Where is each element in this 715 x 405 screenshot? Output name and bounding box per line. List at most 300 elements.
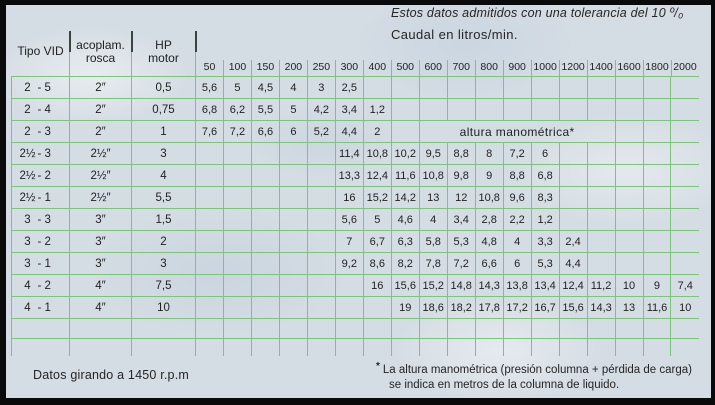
value-cell [307, 275, 335, 297]
tipo-stage: - 2 [37, 169, 51, 182]
hp-header-line1: HP [155, 38, 172, 52]
tipo-vid-cell [12, 231, 70, 253]
value-cell: 13,8 [503, 275, 531, 297]
value-cell: 11,6 [643, 297, 671, 319]
table-row [12, 297, 700, 319]
value-cell: 16 [335, 187, 363, 209]
hp-cell: 7,5 [132, 275, 196, 297]
empty-cell [251, 339, 279, 357]
value-cell: 6,8 [531, 165, 559, 187]
empty-cell [363, 319, 391, 339]
value-cell: 3 [307, 77, 335, 99]
value-cell [419, 99, 447, 121]
rosca-cell: 2½″ [70, 187, 132, 209]
grid-row-empty [12, 319, 700, 339]
value-cell [503, 99, 531, 121]
value-cell: 4,8 [475, 231, 503, 253]
rpm-note: Datos girando a 1450 r.p.m [33, 368, 189, 382]
empty-cell [363, 339, 391, 357]
value-cell [559, 209, 587, 231]
empty-cell [12, 339, 70, 357]
value-cell: 13,4 [531, 275, 559, 297]
value-cell [279, 187, 307, 209]
tipo-stage: - 3 [37, 213, 51, 226]
value-cell [671, 121, 699, 143]
value-cell: 12,4 [559, 275, 587, 297]
table-row [12, 143, 700, 165]
value-cell: 5,3 [531, 253, 559, 275]
value-cell: 18,2 [447, 297, 475, 319]
hp-cell: 3 [132, 253, 196, 275]
value-cell: 5,8 [419, 231, 447, 253]
value-cell: 8,8 [503, 165, 531, 187]
value-cell [587, 77, 615, 99]
value-cell: 2,8 [475, 209, 503, 231]
rosca-cell: 3″ [70, 231, 132, 253]
value-cell [615, 99, 643, 121]
value-cell: 11,2 [587, 275, 615, 297]
tipo-vid-cell [12, 187, 70, 209]
empty-cell [335, 339, 363, 357]
table-row [12, 231, 700, 253]
value-cell: 6,7 [363, 231, 391, 253]
value-cell [643, 77, 671, 99]
value-cell [587, 143, 615, 165]
tipo-size: 3 [24, 235, 31, 248]
table-row [12, 165, 700, 187]
value-cell: 10,8 [475, 187, 503, 209]
value-cell: 5,6 [196, 77, 224, 99]
value-cell: 4,5 [251, 77, 279, 99]
value-cell [615, 187, 643, 209]
value-cell [587, 187, 615, 209]
footnote-line2: se indica en metros de la columna de liquido. [389, 379, 620, 391]
value-cell [643, 253, 671, 275]
rosca-cell: 3″ [70, 253, 132, 275]
value-cell: 9,6 [503, 187, 531, 209]
value-cell: 15,2 [363, 187, 391, 209]
tipo-stage: - 1 [37, 191, 51, 204]
value-cell [307, 297, 335, 319]
value-cell [307, 143, 335, 165]
rosca-header-line1: acoplam. [76, 38, 125, 52]
value-cell [196, 253, 224, 275]
empty-cell [223, 339, 251, 357]
value-cell [251, 143, 279, 165]
value-cell [279, 209, 307, 231]
value-cell [643, 99, 671, 121]
value-cell [587, 253, 615, 275]
value-cell [196, 165, 224, 187]
rosca-cell: 4″ [70, 275, 132, 297]
value-cell [559, 165, 587, 187]
value-cell: 6 [279, 121, 307, 143]
value-cell [615, 231, 643, 253]
value-cell: 2,2 [503, 209, 531, 231]
value-cell [223, 209, 251, 231]
value-cell: 7,2 [503, 143, 531, 165]
value-cell: 10,8 [419, 165, 447, 187]
flow-column-header: 500 [391, 30, 419, 77]
value-cell: 4,4 [559, 253, 587, 275]
value-cell [223, 253, 251, 275]
empty-cell [559, 319, 587, 339]
flow-unit-label: Caudal en litros/min. [391, 27, 518, 42]
value-cell [196, 143, 224, 165]
flow-column-header: 800 [475, 30, 503, 77]
empty-cell [419, 339, 447, 357]
value-cell [251, 231, 279, 253]
value-cell [615, 165, 643, 187]
value-cell [279, 275, 307, 297]
value-cell: 3,4 [447, 209, 475, 231]
empty-cell [279, 339, 307, 357]
empty-cell [419, 319, 447, 339]
value-cell: 10 [671, 297, 699, 319]
value-cell [307, 253, 335, 275]
value-cell: 5,3 [447, 231, 475, 253]
value-cell: 13 [615, 297, 643, 319]
value-cell: 9,2 [335, 253, 363, 275]
tipo-stage: - 4 [37, 103, 51, 116]
tipo-size: 4 [24, 279, 31, 292]
tipo-stage: - 5 [37, 81, 51, 94]
value-cell [223, 297, 251, 319]
value-cell: 8,6 [363, 253, 391, 275]
hp-cell: 0,5 [132, 77, 196, 99]
value-cell: 7 [335, 231, 363, 253]
value-cell: 9,5 [419, 143, 447, 165]
tipo-size: 4 [24, 301, 31, 314]
flow-column-header: 400 [363, 30, 391, 77]
table-row [12, 187, 700, 209]
hp-cell: 10 [132, 297, 196, 319]
footnote-marker: * [376, 361, 380, 372]
value-cell: 11,4 [335, 143, 363, 165]
empty-cell [671, 319, 699, 339]
value-cell: 15,6 [391, 275, 419, 297]
flow-column-header: 1800 [643, 30, 671, 77]
value-cell [223, 231, 251, 253]
value-cell [643, 209, 671, 231]
empty-cell [307, 339, 335, 357]
empty-cell [643, 339, 671, 357]
tipo-size: 2 [24, 103, 31, 116]
table-row [12, 253, 700, 275]
hp-cell: 1,5 [132, 209, 196, 231]
value-cell [251, 165, 279, 187]
tipo-vid-cell [12, 77, 70, 99]
value-cell [223, 165, 251, 187]
value-cell [223, 143, 251, 165]
value-cell [615, 209, 643, 231]
value-cell: 13,3 [335, 165, 363, 187]
tipo-stage: - 3 [37, 125, 51, 138]
rosca-cell: 4″ [70, 297, 132, 319]
tipo-vid-cell [12, 209, 70, 231]
table-row [12, 99, 700, 121]
empty-cell [587, 339, 615, 357]
value-cell [307, 209, 335, 231]
empty-cell [671, 339, 699, 357]
value-cell [279, 165, 307, 187]
table-body [12, 77, 700, 357]
value-cell [671, 77, 699, 99]
empty-cell [475, 339, 503, 357]
value-cell [196, 187, 224, 209]
flow-column-header: 1400 [587, 30, 615, 77]
empty-cell [132, 319, 196, 339]
value-cell: 4 [503, 231, 531, 253]
value-cell [251, 297, 279, 319]
value-cell [223, 275, 251, 297]
value-cell [587, 231, 615, 253]
value-cell: 6,6 [251, 121, 279, 143]
hp-cell: 4 [132, 165, 196, 187]
empty-cell [196, 339, 224, 357]
hp-cell: 5,5 [132, 187, 196, 209]
value-cell: 18,6 [419, 297, 447, 319]
value-cell [615, 253, 643, 275]
value-cell: 7,4 [671, 275, 699, 297]
value-cell [671, 231, 699, 253]
hp-cell: 1 [132, 121, 196, 143]
value-cell [251, 253, 279, 275]
table-row [12, 121, 700, 143]
flow-column-header: 250 [307, 30, 335, 77]
empty-cell [335, 319, 363, 339]
value-cell [363, 297, 391, 319]
empty-cell [391, 319, 419, 339]
value-cell: 4,6 [391, 209, 419, 231]
value-cell [531, 99, 559, 121]
value-cell [503, 77, 531, 99]
empty-cell [251, 319, 279, 339]
value-cell: 1,2 [363, 99, 391, 121]
value-cell: 9,8 [447, 165, 475, 187]
value-cell: 6,2 [223, 99, 251, 121]
rosca-cell: 2½″ [70, 165, 132, 187]
value-cell [419, 77, 447, 99]
tipo-stage: - 2 [37, 279, 51, 292]
value-cell [559, 143, 587, 165]
tipo-size: 3 [24, 213, 31, 226]
value-cell: 4,4 [335, 121, 363, 143]
value-cell [251, 275, 279, 297]
value-cell [615, 121, 643, 143]
empty-cell [559, 339, 587, 357]
value-cell: 12 [447, 187, 475, 209]
tipo-vid-cell [12, 165, 70, 187]
value-cell: 10,2 [391, 143, 419, 165]
tipo-stage: - 3 [37, 147, 51, 160]
tipo-size: 2½ [19, 147, 36, 160]
table-row [12, 275, 700, 297]
value-cell [223, 187, 251, 209]
value-cell: 5,6 [335, 209, 363, 231]
value-cell: 4 [279, 77, 307, 99]
value-cell: 17,8 [475, 297, 503, 319]
header-row [12, 30, 700, 77]
empty-cell [587, 319, 615, 339]
value-cell [251, 187, 279, 209]
rosca-cell: 2″ [70, 99, 132, 121]
rosca-cell: 2″ [70, 77, 132, 99]
value-cell: 9 [475, 165, 503, 187]
value-cell [615, 143, 643, 165]
rosca-cell: 2″ [70, 121, 132, 143]
empty-cell [447, 339, 475, 357]
flow-column-header: 2000 [671, 30, 699, 77]
value-cell [531, 77, 559, 99]
tipo-vid-header: Tipo VID [17, 44, 64, 58]
value-cell [447, 99, 475, 121]
value-cell: 7,6 [196, 121, 224, 143]
value-cell [307, 187, 335, 209]
value-cell: 5 [279, 99, 307, 121]
value-cell: 11,6 [391, 165, 419, 187]
value-cell: 3,4 [335, 99, 363, 121]
empty-cell [223, 319, 251, 339]
value-cell: 16 [363, 275, 391, 297]
value-cell: 9 [643, 275, 671, 297]
value-cell: 8,2 [391, 253, 419, 275]
value-cell: 6,3 [391, 231, 419, 253]
empty-cell [70, 319, 132, 339]
tipo-vid-cell [12, 275, 70, 297]
hp-cell: 2 [132, 231, 196, 253]
value-cell [559, 77, 587, 99]
value-cell: 7,2 [447, 253, 475, 275]
empty-cell [132, 339, 196, 357]
tipo-vid-cell [12, 253, 70, 275]
value-cell [307, 231, 335, 253]
value-cell: 3,3 [531, 231, 559, 253]
tipo-size: 2 [24, 125, 31, 138]
empty-cell [12, 319, 70, 339]
value-cell [643, 121, 671, 143]
flow-column-header: 50 [196, 30, 224, 77]
value-cell [671, 209, 699, 231]
empty-cell [447, 319, 475, 339]
empty-cell [643, 319, 671, 339]
value-cell [643, 231, 671, 253]
rosca-header [70, 30, 132, 77]
value-cell [615, 77, 643, 99]
tipo-size: 2 [24, 81, 31, 94]
value-cell [475, 77, 503, 99]
footnote [376, 359, 706, 393]
tipo-size: 3 [24, 257, 31, 270]
empty-cell [615, 319, 643, 339]
paper-background [6, 5, 711, 398]
value-cell [671, 165, 699, 187]
value-cell [279, 297, 307, 319]
value-cell [643, 187, 671, 209]
hp-cell: 3 [132, 143, 196, 165]
value-cell: 5 [363, 209, 391, 231]
rosca-header-line2: rosca [85, 51, 116, 65]
value-cell: 2,5 [335, 77, 363, 99]
hp-motor-header [132, 30, 196, 77]
value-cell [196, 297, 224, 319]
grid-row-ticks [12, 339, 700, 357]
value-cell [251, 209, 279, 231]
empty-cell [475, 319, 503, 339]
tolerance-note: Estos datos admitidos con una tolerancia del 10 º/₀ [391, 6, 684, 20]
value-cell [279, 253, 307, 275]
table-row [12, 77, 700, 99]
value-cell: 14,3 [475, 275, 503, 297]
flow-column-header: 1000 [531, 30, 559, 77]
value-cell: 10,8 [363, 143, 391, 165]
tipo-vid-cell [12, 121, 70, 143]
value-cell [475, 99, 503, 121]
value-cell: 8,8 [447, 143, 475, 165]
footnote-line1: La altura manométrica (presión columna + pérdida de carga) [382, 364, 692, 376]
tipo-size: 2½ [19, 169, 36, 182]
value-cell [643, 143, 671, 165]
flow-column-header: 1600 [615, 30, 643, 77]
value-cell [391, 77, 419, 99]
value-cell [196, 209, 224, 231]
empty-cell [70, 339, 132, 357]
empty-cell [196, 319, 224, 339]
empty-cell [307, 319, 335, 339]
value-cell: 14,2 [391, 187, 419, 209]
tipo-size: 2½ [19, 191, 36, 204]
flow-column-header: 900 [503, 30, 531, 77]
value-cell: 5,5 [251, 99, 279, 121]
value-cell [279, 231, 307, 253]
value-cell: 6,6 [475, 253, 503, 275]
empty-cell [531, 319, 559, 339]
value-cell [671, 187, 699, 209]
value-cell [196, 275, 224, 297]
value-cell: 12,4 [363, 165, 391, 187]
value-cell: 7,8 [419, 253, 447, 275]
flow-column-header: 700 [447, 30, 475, 77]
flow-column-header: 600 [419, 30, 447, 77]
tipo-stage: - 2 [37, 235, 51, 248]
tipo-stage: - 1 [37, 301, 51, 314]
tipo-vid-cell [12, 99, 70, 121]
flow-column-header: 200 [279, 30, 307, 77]
tipo-stage: - 1 [37, 257, 51, 270]
value-cell: 2 [363, 121, 391, 143]
value-cell [391, 99, 419, 121]
value-cell [587, 209, 615, 231]
value-cell: 19 [391, 297, 419, 319]
value-cell: 5,2 [307, 121, 335, 143]
flow-column-header: 150 [251, 30, 279, 77]
value-cell [363, 77, 391, 99]
tipo-vid-cell [12, 297, 70, 319]
value-cell: 10 [615, 275, 643, 297]
value-cell [279, 143, 307, 165]
value-cell [447, 77, 475, 99]
value-cell: 2,4 [559, 231, 587, 253]
value-cell: 4,2 [307, 99, 335, 121]
value-cell: 6,8 [196, 99, 224, 121]
flow-table [11, 30, 699, 356]
value-cell: 15,6 [559, 297, 587, 319]
empty-cell [279, 319, 307, 339]
empty-cell [503, 339, 531, 357]
value-cell: 7,2 [223, 121, 251, 143]
value-cell [335, 275, 363, 297]
empty-cell [503, 319, 531, 339]
